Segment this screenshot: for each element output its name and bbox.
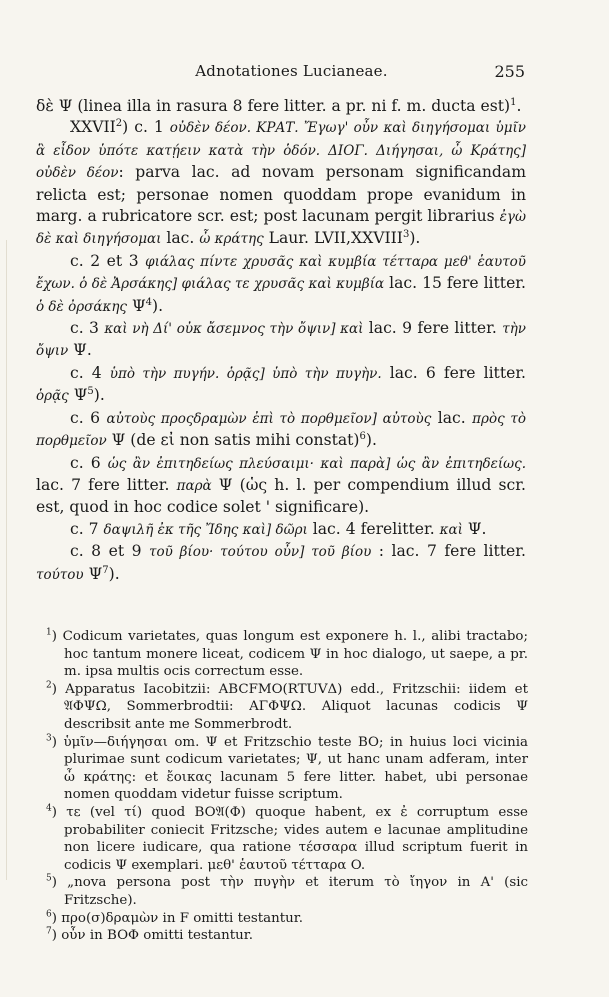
paragraph: c. 8 et 9 τοῦ βίου· τούτου οὖν] τοῦ βίου : lac. 7 fere litter. τούτου $\Psi^7$).	[36, 542, 526, 583]
footnotes	[36, 628, 528, 945]
paragraph: c. 2 et 3 φιάλας πίντε χρυσᾶς καὶ κυμβία τέτταρα μεθ' ἑαυτοῦ ἔχων. ὁ δὲ Ἀρσάκης] φιάλας τε χρυσᾶς καὶ κυμβία lac. 15 fere litter. ὁ δὲ ὀρσάκης $\Psi^4$).	[36, 251, 527, 315]
paragraph: c. 6 αὐτοὺς προςδραμὼν ἐπὶ τὸ πορθμεῖον] αὐτοὺς lac. πρὸς τὸ πορθμεῖον Ψ (de εἰ non satis mihi constat)$^6$).	[36, 408, 527, 450]
footnote: $^1$) Codicum varietates, quas longum est exponere h. l., alibi tractabo; hoc tantum monere liceat, codicem Ψ in hoc dialogo, ut saepe, a pr. m. ipsa multis ocis correctum esse.	[46, 627, 528, 680]
footnote: $^6$) προ(σ)δραμὼν in F omitti testantur.	[46, 909, 303, 926]
page-number: 255	[494, 62, 525, 81]
margin-shadow	[6, 240, 9, 880]
footnote: $^3$) ὑμῖν—διήγησαι om. Ψ et Fritzschio teste BO; in huius loci vicinia plurimae sunt codicum varietates; Ψ, ut hanc unam adferam, inter ὦ κράτης: et ἔοικας lacunam 5 fere litter. habet, ubi personae nomen quoddam videtur fuisse scriptum.	[46, 733, 528, 803]
paragraph: c. 4 ὑπὸ τὴν πυγήν. ὁρᾷς] ὑπὸ τὴν πυγὴν. lac. 6 fere litter. ὁρᾷς $\Psi^5$).	[36, 363, 527, 405]
paragraph: c. 6 ὡς ἂν ἐπιτηδείως πλεύσαιμι· καὶ παρὰ] ὡς ἂν ἐπιτηδείως. lac. 7 fere litter. παρὰ Ψ (ὡς h. l. per compendium illud scr. est, quod in hoc codice solet ' significare).	[36, 453, 526, 517]
footnote: $^5$) „nova persona post τὴν πυγὴν et iterum τὸ ἴηγον in A' (sic Fritzsche).	[46, 873, 528, 908]
footnote: $^4$) τε (vel τί) quod BO𝔄(Φ) quoque habent, ex ἐ corruptum esse probabiliter coniecit Fritzsche; vides autem e lacunae amplitudine non licere iudicare, qua ratione τέσσαρα illud scriptum fuerit in codicis Ψ exemplari. μεθ' ἑαυτοῦ τέτταρα O.	[46, 803, 528, 873]
footnote: $^7$) οὖν in BOΦ omitti testantur.	[46, 926, 253, 944]
running-title: Adnotationes Lucianeae.	[195, 62, 388, 80]
paragraph: c. 7 δαψιλῆ ἐκ τῆς Ἴδης καὶ] δῶρι lac. 4 ferelitter. καὶ Ψ.	[70, 519, 487, 538]
paragraph: XXVII$^2$) c. 1 οὐδὲν δέον. ΚΡΑΤ. Ἔγωγ' οὖν καὶ διηγήσομαι ὑμῖν ἃ εἶδον ὑπότε κατῄειν κατὰ τὴν ὁδόν. ΔΙΟΓ. Διήγησαι, ὦ Κράτης] οὐδὲν δέον: parva lac. ad novam personam significandam relicta est; personae nomen quoddam prope evanidum in marg. a rubricatore scr. est; post lacunam pergit librarius ἐγὼ δὲ καὶ διηγήσομαι lac. ὦ κράτης Laur. LVII,XXVIII$^3$).	[36, 118, 526, 248]
main-text	[36, 96, 526, 586]
running-header	[58, 62, 525, 82]
footnote: $^2$) Apparatus Iacobitzii: ABCFMO(RTUVΔ) edd., Fritzschii: iidem et 𝔄ΦΨΩ, Sommerbrodtii: ΑΓΦΨΩ. Aliquot lacunas codicis Ψ describsit ante me Sommerbrodt.	[46, 680, 528, 732]
paragraph: δὲ Ψ (linea illa in rasura 8 fere litter. a pr. ni f. m. ducta est)$^1$.	[36, 96, 522, 115]
paragraph: c. 3 καὶ νὴ Δί' οὐκ ἄσεμνος τὴν ὄψιν] καὶ lac. 9 fere litter. τὴν ὄψιν Ψ.	[36, 319, 526, 360]
